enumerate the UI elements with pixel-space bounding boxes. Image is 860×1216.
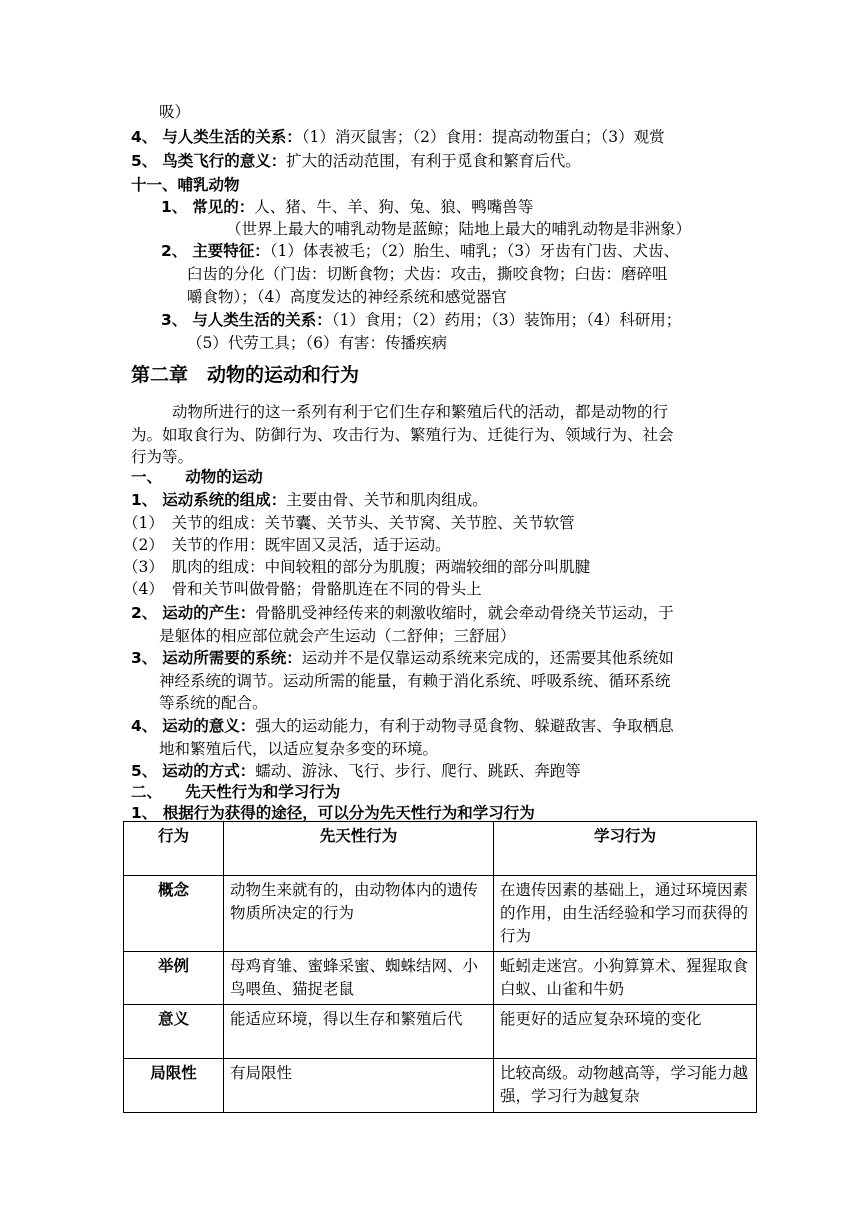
table-row: [124, 1005, 757, 1059]
text-line: 嚼食物）；（4）高度发达的神经系统和感觉器官: [187, 288, 507, 306]
table-cell: 能适应环境，得以生存和繁殖后代: [224, 1005, 494, 1059]
text-line: 吸）: [159, 103, 191, 121]
table-header: 行为: [124, 822, 224, 876]
table-row: [124, 1059, 757, 1113]
table-header: 先天性行为: [224, 822, 494, 876]
text-line: （5）代劳工具；（6）有害：传播疾病: [187, 334, 447, 352]
section-heading: 十一、哺乳动物: [131, 176, 240, 194]
list-item: 4、 与人类生活的关系：（1）消灭鼠害；（2）食用：提高动物蛋白；（3）观赏: [131, 128, 665, 146]
text-line: 地和繁殖后代，以适应复杂多变的环境。: [159, 740, 439, 758]
table-cell: 在遗传因素的基础上，通过环境因素的作用，由生活经验和学习而获得的行为: [494, 876, 757, 952]
table-row: [124, 876, 757, 952]
section-heading: 二、 先天性行为和学习行为: [131, 783, 341, 801]
paragraph-line: 为。如取食行为、防御行为、攻击行为、繁殖行为、迁徙行为、领域行为、社会: [131, 426, 674, 444]
table-header-row: [124, 822, 757, 876]
list-item: 2、 主要特征：（1）体表被毛；（2）胎生、哺乳；（3）牙齿有门齿、犬齿、: [161, 242, 680, 260]
list-item: 1、 运动系统的组成：主要由骨、关节和肌肉组成。: [131, 491, 488, 509]
list-item: 1、 常见的：人、猪、牛、羊、狗、兔、狼、鸭嘴兽等: [161, 198, 534, 216]
list-item: 3、 与人类生活的关系：（1）食用；（2）药用；（3）装饰用；（4）科研用；: [161, 311, 682, 329]
list-item: （3） 肌肉的组成：中间较粗的部分为肌腹；两端较细的部分叫肌腱: [123, 558, 591, 576]
section-heading: 一、 动物的运动: [131, 468, 263, 486]
note-text: （世界上最大的哺乳动物是蓝鲸；陆地上最大的哺乳动物是非洲象）: [226, 220, 692, 238]
list-item: （1） 关节的组成：关节囊、关节头、关节窝、关节腔、关节软管: [123, 514, 575, 532]
row-label: 局限性: [124, 1059, 224, 1113]
row-label: 举例: [124, 952, 224, 1005]
table-cell: 动物生来就有的，由动物体内的遗传物质所决定的行为: [224, 876, 494, 952]
text-line: 臼齿的分化（门齿：切断食物；犬齿：攻击，撕咬食物；臼齿：磨碎咀: [187, 265, 668, 283]
list-item: （4） 骨和关节叫做骨骼；骨骼肌连在不同的骨头上: [123, 580, 482, 598]
list-item: 5、 运动的方式：蠕动、游泳、飞行、步行、爬行、跳跃、奔跑等: [131, 762, 581, 780]
list-item: 5、 鸟类飞行的意义：扩大的活动范围，有利于觅食和繁育后代。: [131, 152, 581, 170]
paragraph-line: 动物所进行的这一系列有利于它们生存和繁殖后代的活动，都是动物的行: [172, 403, 669, 421]
list-item: 1、 根据行为获得的途径，可以分为先天性行为和学习行为: [131, 804, 535, 822]
table-header: 学习行为: [494, 822, 757, 876]
chapter-title: 第二章 动物的运动和行为: [131, 364, 360, 386]
list-item: 2、 运动的产生：骨骼肌受神经传来的刺激收缩时，就会牵动骨绕关节运动，于: [131, 604, 674, 622]
text-line: 等系统的配合。: [159, 694, 268, 712]
row-label: 意义: [124, 1005, 224, 1059]
row-label: 概念: [124, 876, 224, 952]
list-item: （2） 关节的作用：既牢固又灵活，适于运动。: [123, 536, 451, 554]
table-cell: 母鸡育雏、蜜蜂采蜜、蜘蛛结网、小鸟喂鱼、猫捉老鼠: [224, 952, 494, 1005]
paragraph-line: 行为等。: [131, 448, 194, 466]
table-cell: 能更好的适应复杂环境的变化: [494, 1005, 757, 1059]
table-cell: 比较高级。动物越高等，学习能力越强，学习行为越复杂: [494, 1059, 757, 1113]
text-line: 是躯体的相应部位就会产生运动（二舒伸；三舒屈）: [159, 627, 516, 645]
table-cell: 蚯蚓走迷宫。小狗算算术、猩猩取食白蚁、山雀和牛奶: [494, 952, 757, 1005]
behavior-table: [123, 821, 757, 1113]
table-cell: 有局限性: [224, 1059, 494, 1113]
list-item: 4、 运动的意义：强大的运动能力，有利于动物寻觅食物、躲避敌害、争取栖息: [131, 717, 674, 735]
text-line: 神经系统的调节。运动所需的能量，有赖于消化系统、呼吸系统、循环系统: [159, 672, 671, 690]
list-item: 3、 运动所需要的系统：运动并不是仅靠运动系统来完成的，还需要其他系统如: [131, 649, 674, 667]
table-row: [124, 952, 757, 1005]
